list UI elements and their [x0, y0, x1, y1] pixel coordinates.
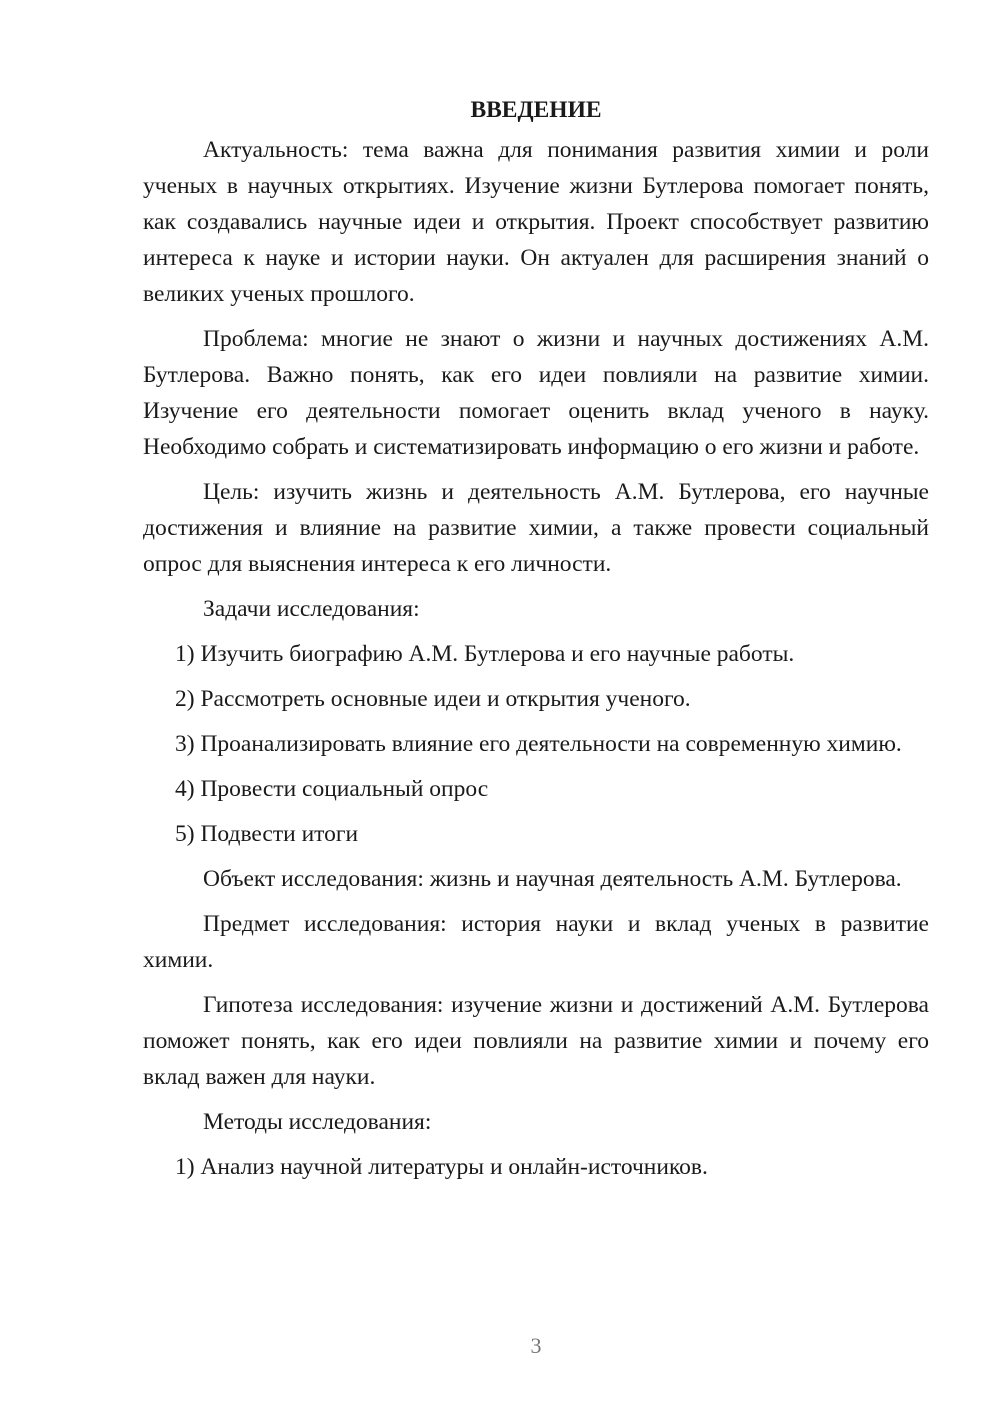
section-title: ВВЕДЕНИЕ [470, 97, 602, 123]
page-number: 3 [530, 1333, 542, 1358]
task-item-4: 4) Провести социальный опрос [175, 776, 489, 802]
task-item-1: 1) Изучить биографию А.М. Бутлерова и его научные работы. [175, 641, 795, 667]
methods-label: Методы исследования: [203, 1109, 432, 1135]
task-item-3: 3) Проанализировать влияние его деятельности на современную химию. [175, 731, 902, 757]
method-item-1: 1) Анализ научной литературы и онлайн-источников. [175, 1154, 708, 1180]
subject-paragraph: Предмет исследования: история науки и вклад ученых в развитие химии. [143, 911, 929, 973]
page-content [143, 92, 929, 1194]
relevance-paragraph: Актуальность: тема важна для понимания развития химии и роли ученых в научных открытиях. Изучение жизни Бутлерова помогает понять, как создавались научные идеи и открытия. Проект способствует развитию интереса к науке и истории науки. Он актуален для расширения знаний о великих ученых прошлого. [143, 137, 929, 307]
tasks-label: Задачи исследования: [203, 596, 420, 622]
goal-paragraph: Цель: изучить жизнь и деятельность А.М. Бутлерова, его научные достижения и влияние на развитие химии, а также провести социальный опрос для выяснения интереса к его личности. [143, 479, 929, 577]
hypothesis-paragraph: Гипотеза исследования: изучение жизни и достижений А.М. Бутлерова поможет понять, как его идеи повлияли на развитие химии и почему его вклад важен для науки. [143, 992, 929, 1090]
task-item-5: 5) Подвести итоги [175, 821, 359, 847]
object-paragraph: Объект исследования: жизнь и научная деятельность А.М. Бутлерова. [203, 866, 902, 892]
task-item-2: 2) Рассмотреть основные идеи и открытия ученого. [175, 686, 691, 712]
problem-paragraph: Проблема: многие не знают о жизни и научных достижениях А.М. Бутлерова. Важно понять, как его идеи повлияли на развитие химии. Изучение его деятельности помогает оценить вклад ученого в науку. Необходимо собрать и систематизировать информацию о его жизни и работе. [143, 326, 929, 460]
